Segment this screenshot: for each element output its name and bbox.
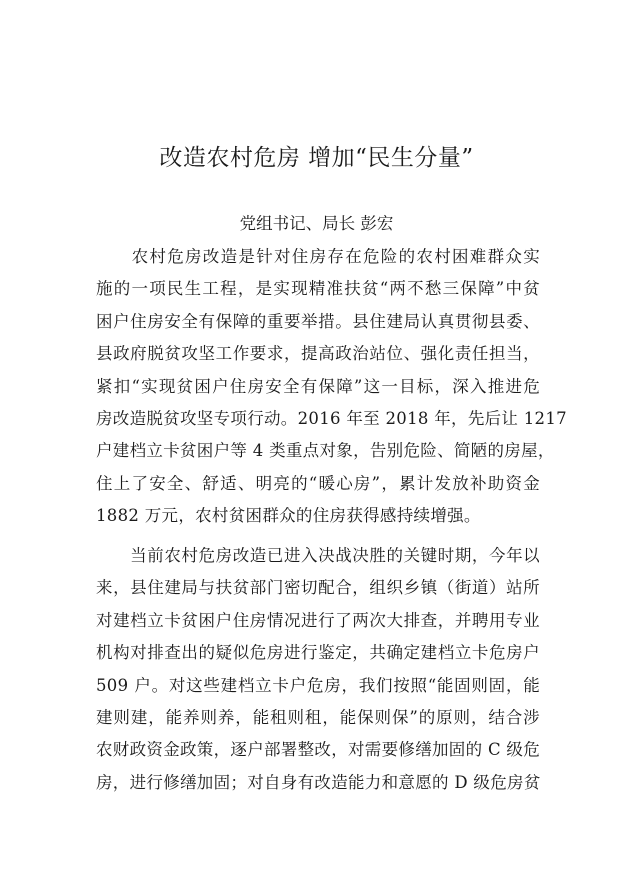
paragraph-line: 户建档立卡贫困户等 4 类重点对象，告别危险、简陋的房屋， [96,441,555,461]
document-author: 党组书记、局长 彭宏 [239,214,394,233]
paragraph-line: 紧扣“实现贫困户住房安全有保障”这一目标，深入推进危 [96,376,540,396]
paragraph-2 [96,540,540,799]
paragraph-line: 1882 万元，农村贫困群众的住房获得感持续增强。 [96,506,481,526]
paragraph-line: 机构对排查出的疑似危房进行鉴定，共确定建档立卡危房户 [96,643,540,663]
paragraph-line: 当前农村危房改造已进入决战决胜的关键时期，今年以 [96,546,540,565]
paragraph-line: 施的一项民生工程，是实现精准扶贫“两不愁三保障”中贫 [96,279,540,299]
paragraph-line: 来，县住建局与扶贫部门密切配合，组织乡镇（街道）站所 [96,578,540,598]
paragraph-line: 县政府脱贫攻坚工作要求，提高政治站位、强化责任担当， [96,344,540,364]
paragraph-line: 509 户。对这些建档立卡户危房，我们按照“能固则固，能 [96,675,540,695]
paragraph-line: 农财政资金政策，逐户部署整改，对需要修缮加固的 C 级危 [96,740,541,760]
paragraph-line: 农村危房改造是针对住房存在危险的农村困难群众实 [96,247,540,266]
paragraph-line: 住上了安全、舒适、明亮的“暖心房”，累计发放补助资金 [96,473,540,493]
paragraph-line: 建则建，能养则养，能租则租，能保则保”的原则，结合涉 [96,708,540,728]
document-title: 改造农村危房 增加“民生分量” [159,145,474,171]
paragraph-line: 困户住房安全有保障的重要举措。县住建局认真贯彻县委、 [96,311,540,331]
paragraph-line: 房，进行修缮加固；对自身有改造能力和意愿的 D 级危房贫 [96,772,541,792]
paragraph-line: 房改造脱贫攻坚专项行动。2016 年至 2018 年，先后让 1217 [96,409,567,429]
paragraph-1 [96,241,567,533]
paragraph-line: 对建档立卡贫困户住房情况进行了两次大排查，并聘用专业 [96,610,540,630]
